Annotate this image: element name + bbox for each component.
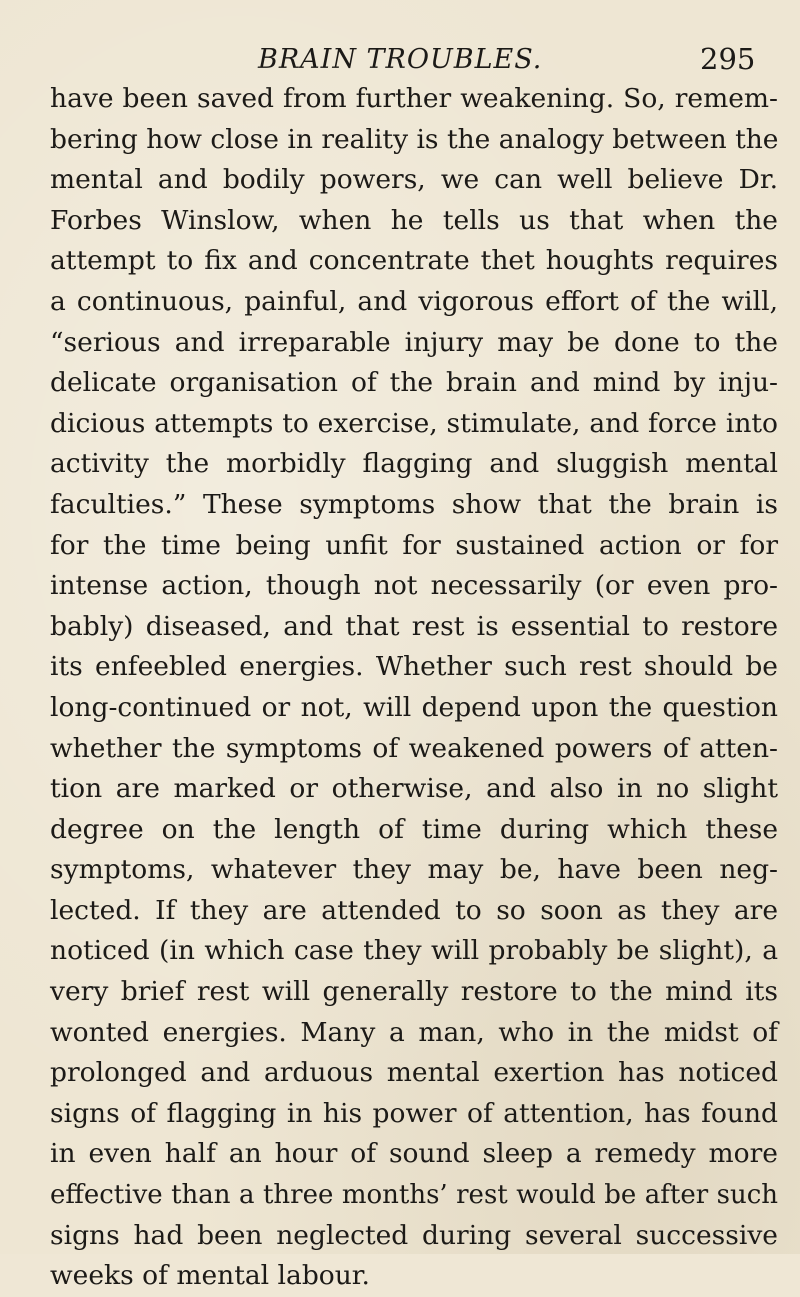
text-line: effective than a three months’ rest would be after such: [50, 1180, 778, 1211]
text-line: a continuous, painful, and vigorous effort of the will,: [50, 285, 778, 317]
text-line: its enfeebled energies. Whether such rest should be: [50, 651, 778, 683]
text-line: signs of flagging in his power of attention, has found: [50, 1097, 778, 1129]
text-line: have been saved from further weakening. So, remem-: [50, 83, 778, 114]
running-title: BRAIN TROUBLES.: [258, 44, 543, 75]
text-line: very brief rest will generally restore to the mind its: [50, 976, 778, 1008]
text-line: noticed (in which case they will probably be slight), a: [50, 935, 778, 967]
text-line: mental and bodily powers, we can well believe Dr.: [50, 164, 778, 196]
page-number: 295: [700, 42, 756, 76]
text-line: intense action, though not necessarily (or even pro-: [50, 570, 778, 602]
text-line: prolonged and arduous mental exertion has noticed: [50, 1057, 778, 1089]
text-line: degree on the length of time during which these: [50, 813, 778, 845]
text-line: bably) diseased, and that rest is essential to restore: [50, 610, 778, 642]
text-line: long-continued or not, will depend upon the question: [50, 691, 778, 723]
text-line: for the time being unfit for sustained action or for: [50, 529, 778, 561]
running-head: [0, 18, 800, 76]
text-line: activity the morbidly flagging and sluggish mental: [50, 448, 778, 480]
body-paragraph: [50, 79, 778, 1297]
text-line: Forbes Winslow, when he tells us that when the: [50, 204, 778, 236]
text-line: signs had been neglected during several successive: [50, 1219, 778, 1251]
text-line: weeks of mental labour.: [50, 1260, 370, 1292]
text-line: “serious and irreparable injury may be done to the: [50, 326, 778, 358]
text-line: in even half an hour of sound sleep a remedy more: [50, 1138, 778, 1170]
text-line: dicious attempts to exercise, stimulate, and force into: [50, 407, 778, 439]
text-line: lected. If they are attended to so soon as they are: [50, 894, 778, 926]
text-line: symptoms, whatever they may be, have been neg-: [50, 854, 778, 886]
text-line: faculties.” These symptoms show that the brain is: [50, 488, 778, 520]
text-line: bering how close in reality is the analogy between the: [50, 123, 779, 155]
text-line: whether the symptoms of weakened powers of atten-: [50, 732, 778, 764]
text-line: tion are marked or otherwise, and also in no slight: [50, 773, 778, 805]
text-line: attempt to fix and concentrate thet houghts requires: [50, 245, 778, 277]
text-line: delicate organisation of the brain and mind by inju-: [50, 367, 778, 399]
text-line: wonted energies. Many a man, who in the midst of: [50, 1016, 778, 1048]
